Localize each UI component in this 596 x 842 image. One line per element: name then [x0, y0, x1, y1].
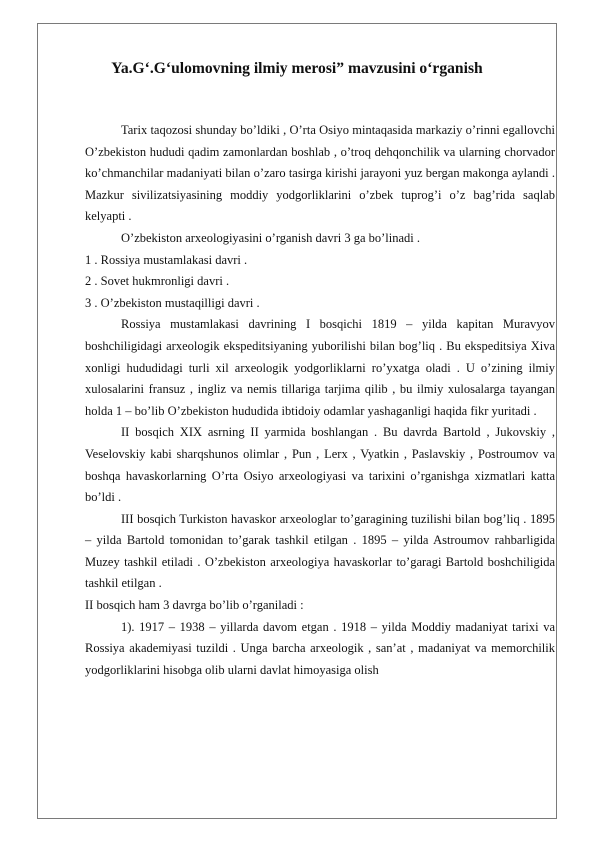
document-body	[85, 120, 555, 681]
paragraph-intro: Tarix taqozosi shunday bo’ldiki , O’rta Osiyo mintaqasida markaziy o’rinni egallovchi O’zbekiston hududi qadim zamonlardan boshlab , o’troq dehqonchilik va ularning chorvador ko’chmanchilar madaniyati bilan o’zaro tasirga kirishi jarayoni yuz bergan makonga aylandi . Mazkur sivilizatsiyasining moddiy yodgorliklarini o’zbek tuprog’i o’z bag’rida saqlab kelyapti .	[85, 123, 555, 224]
paragraph-stage-2-subdivision: II bosqich ham 3 davrga bo’lib o’rganiladi :	[85, 598, 304, 613]
list-item-period-1: 1 . Rossiya mustamlakasi davri .	[85, 252, 248, 267]
paragraph-stage-3: III bosqich Turkiston havaskor arxeologlar to’garagining tuzilishi bilan bog’liq . 1895 – yilda Bartold tomonidan to’garak tashkil etilgan . 1895 – yilda Astroumov rahbarligida Muzey tashkil etiladi . O’zbekiston arxeologiya havaskorlar to’garagi Bartold boshchiligida tashkil etilgan .	[85, 511, 555, 591]
paragraph-stage-2: II bosqich XIX asrning II yarmida boshlangan . Bu davrda Bartold , Jukovskiy , Veselovskiy kabi sharqshunos olimlar , Pun , Lerx , Vyatkin , Paslavskiy , Postroumov va boshqa havaskorlarning O’rta Osiyo arxeologiyasi va tarixini o’rganishga xizmatlari katta bo’ldi .	[85, 425, 555, 505]
paragraph-subperiod-1: 1). 1917 – 1938 – yillarda davom etgan . 1918 – yilda Moddiy madaniyat tarixi va Rossiya akademiyasi tuzildi . Unga barcha arxeologik , san’at , madaniyat va memorchilik yodgorliklarini hisobga olib ularni davlat himoyasiga olish	[85, 619, 555, 677]
list-item-period-2: 2 . Sovet hukmronligi davri .	[85, 274, 230, 289]
paragraph-stage-1: Rossiya mustamlakasi davrining I bosqichi 1819 – yilda kapitan Muravyov boshchiligidagi arxeologik ekspeditsiyaning yuborilishi bilan bog’liq . Bu ekspeditsiya Xiva xonligi hududidagi turli xil arxeologik yodgorliklarni ro’yxatga oladi . U o’zining ilmiy xulosalarini fransuz , ingliz va nemis tillariga tarjima qilib , bu ilmiy xulosalarga tayangan holda 1 – bo’lib O’zbekiston hududida ibtidoiy odamlar yashaganligi haqida fikr yuritadi .	[85, 317, 555, 418]
list-item-period-3: 3 . O’zbekiston mustaqilligi davri .	[85, 295, 260, 310]
paragraph-periods-intro: O’zbekiston arxeologiyasini o’rganish davri 3 ga bo’linadi .	[121, 230, 421, 245]
document-title: Ya.G‘.G‘ulomovning ilmiy merosi” mavzusini o‘rganish	[111, 60, 483, 77]
